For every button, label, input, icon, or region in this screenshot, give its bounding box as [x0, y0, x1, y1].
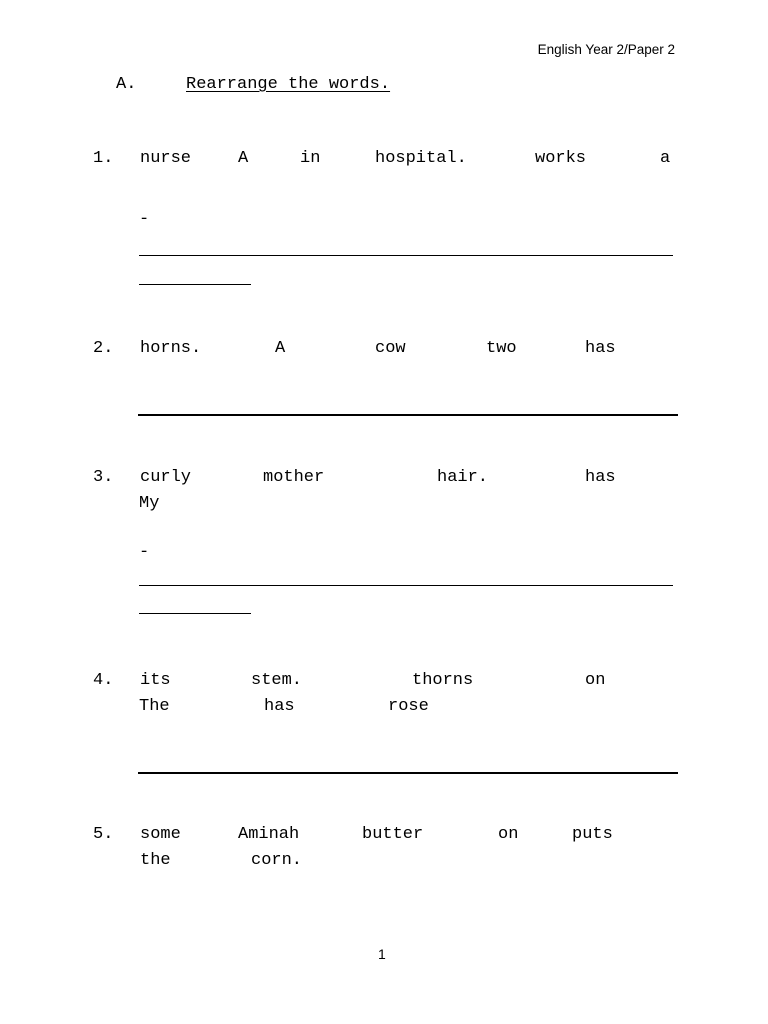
scrambled-word: nurse: [140, 149, 192, 168]
scrambled-word: hospital.: [375, 149, 467, 168]
question-number: 2.: [93, 339, 114, 358]
scrambled-word: its: [140, 671, 171, 690]
scrambled-word: My: [139, 494, 160, 513]
page-number: 1: [378, 946, 386, 962]
answer-line: [139, 255, 673, 256]
scrambled-word: cow: [375, 339, 406, 358]
scrambled-word: corn.: [251, 851, 303, 870]
scrambled-word: Aminah: [238, 825, 300, 844]
question-number: 5.: [93, 825, 114, 844]
question-number: 3.: [93, 468, 114, 487]
question-number: 4.: [93, 671, 114, 690]
scrambled-word: has: [585, 339, 616, 358]
answer-line: [138, 772, 678, 774]
section-title: Rearrange the words.: [186, 75, 391, 94]
scrambled-word: the: [140, 851, 171, 870]
question-number: 1.: [93, 149, 114, 168]
answer-line: [139, 585, 673, 586]
scrambled-word: in: [300, 149, 321, 168]
scrambled-word: A: [275, 339, 286, 358]
scrambled-word: some: [140, 825, 181, 844]
scrambled-word: thorns: [412, 671, 474, 690]
scrambled-word: works: [535, 149, 587, 168]
answer-marker: -: [139, 210, 150, 229]
answer-line-continued: [139, 613, 251, 614]
scrambled-word: A: [238, 149, 249, 168]
document-header: English Year 2/Paper 2: [537, 42, 675, 57]
answer-marker: -: [139, 543, 150, 562]
scrambled-word: has: [264, 697, 295, 716]
scrambled-word: rose: [388, 697, 429, 716]
section-letter: A.: [116, 75, 137, 94]
scrambled-word: a: [660, 149, 671, 168]
answer-line-continued: [139, 284, 251, 285]
scrambled-word: on: [498, 825, 519, 844]
scrambled-word: curly: [140, 468, 192, 487]
answer-line: [138, 414, 678, 416]
scrambled-word: butter: [362, 825, 424, 844]
scrambled-word: on: [585, 671, 606, 690]
scrambled-word: The: [139, 697, 170, 716]
scrambled-word: stem.: [251, 671, 303, 690]
scrambled-word: mother: [263, 468, 325, 487]
scrambled-word: two: [486, 339, 517, 358]
scrambled-word: horns.: [140, 339, 202, 358]
scrambled-word: hair.: [437, 468, 489, 487]
scrambled-word: has: [585, 468, 616, 487]
scrambled-word: puts: [572, 825, 613, 844]
